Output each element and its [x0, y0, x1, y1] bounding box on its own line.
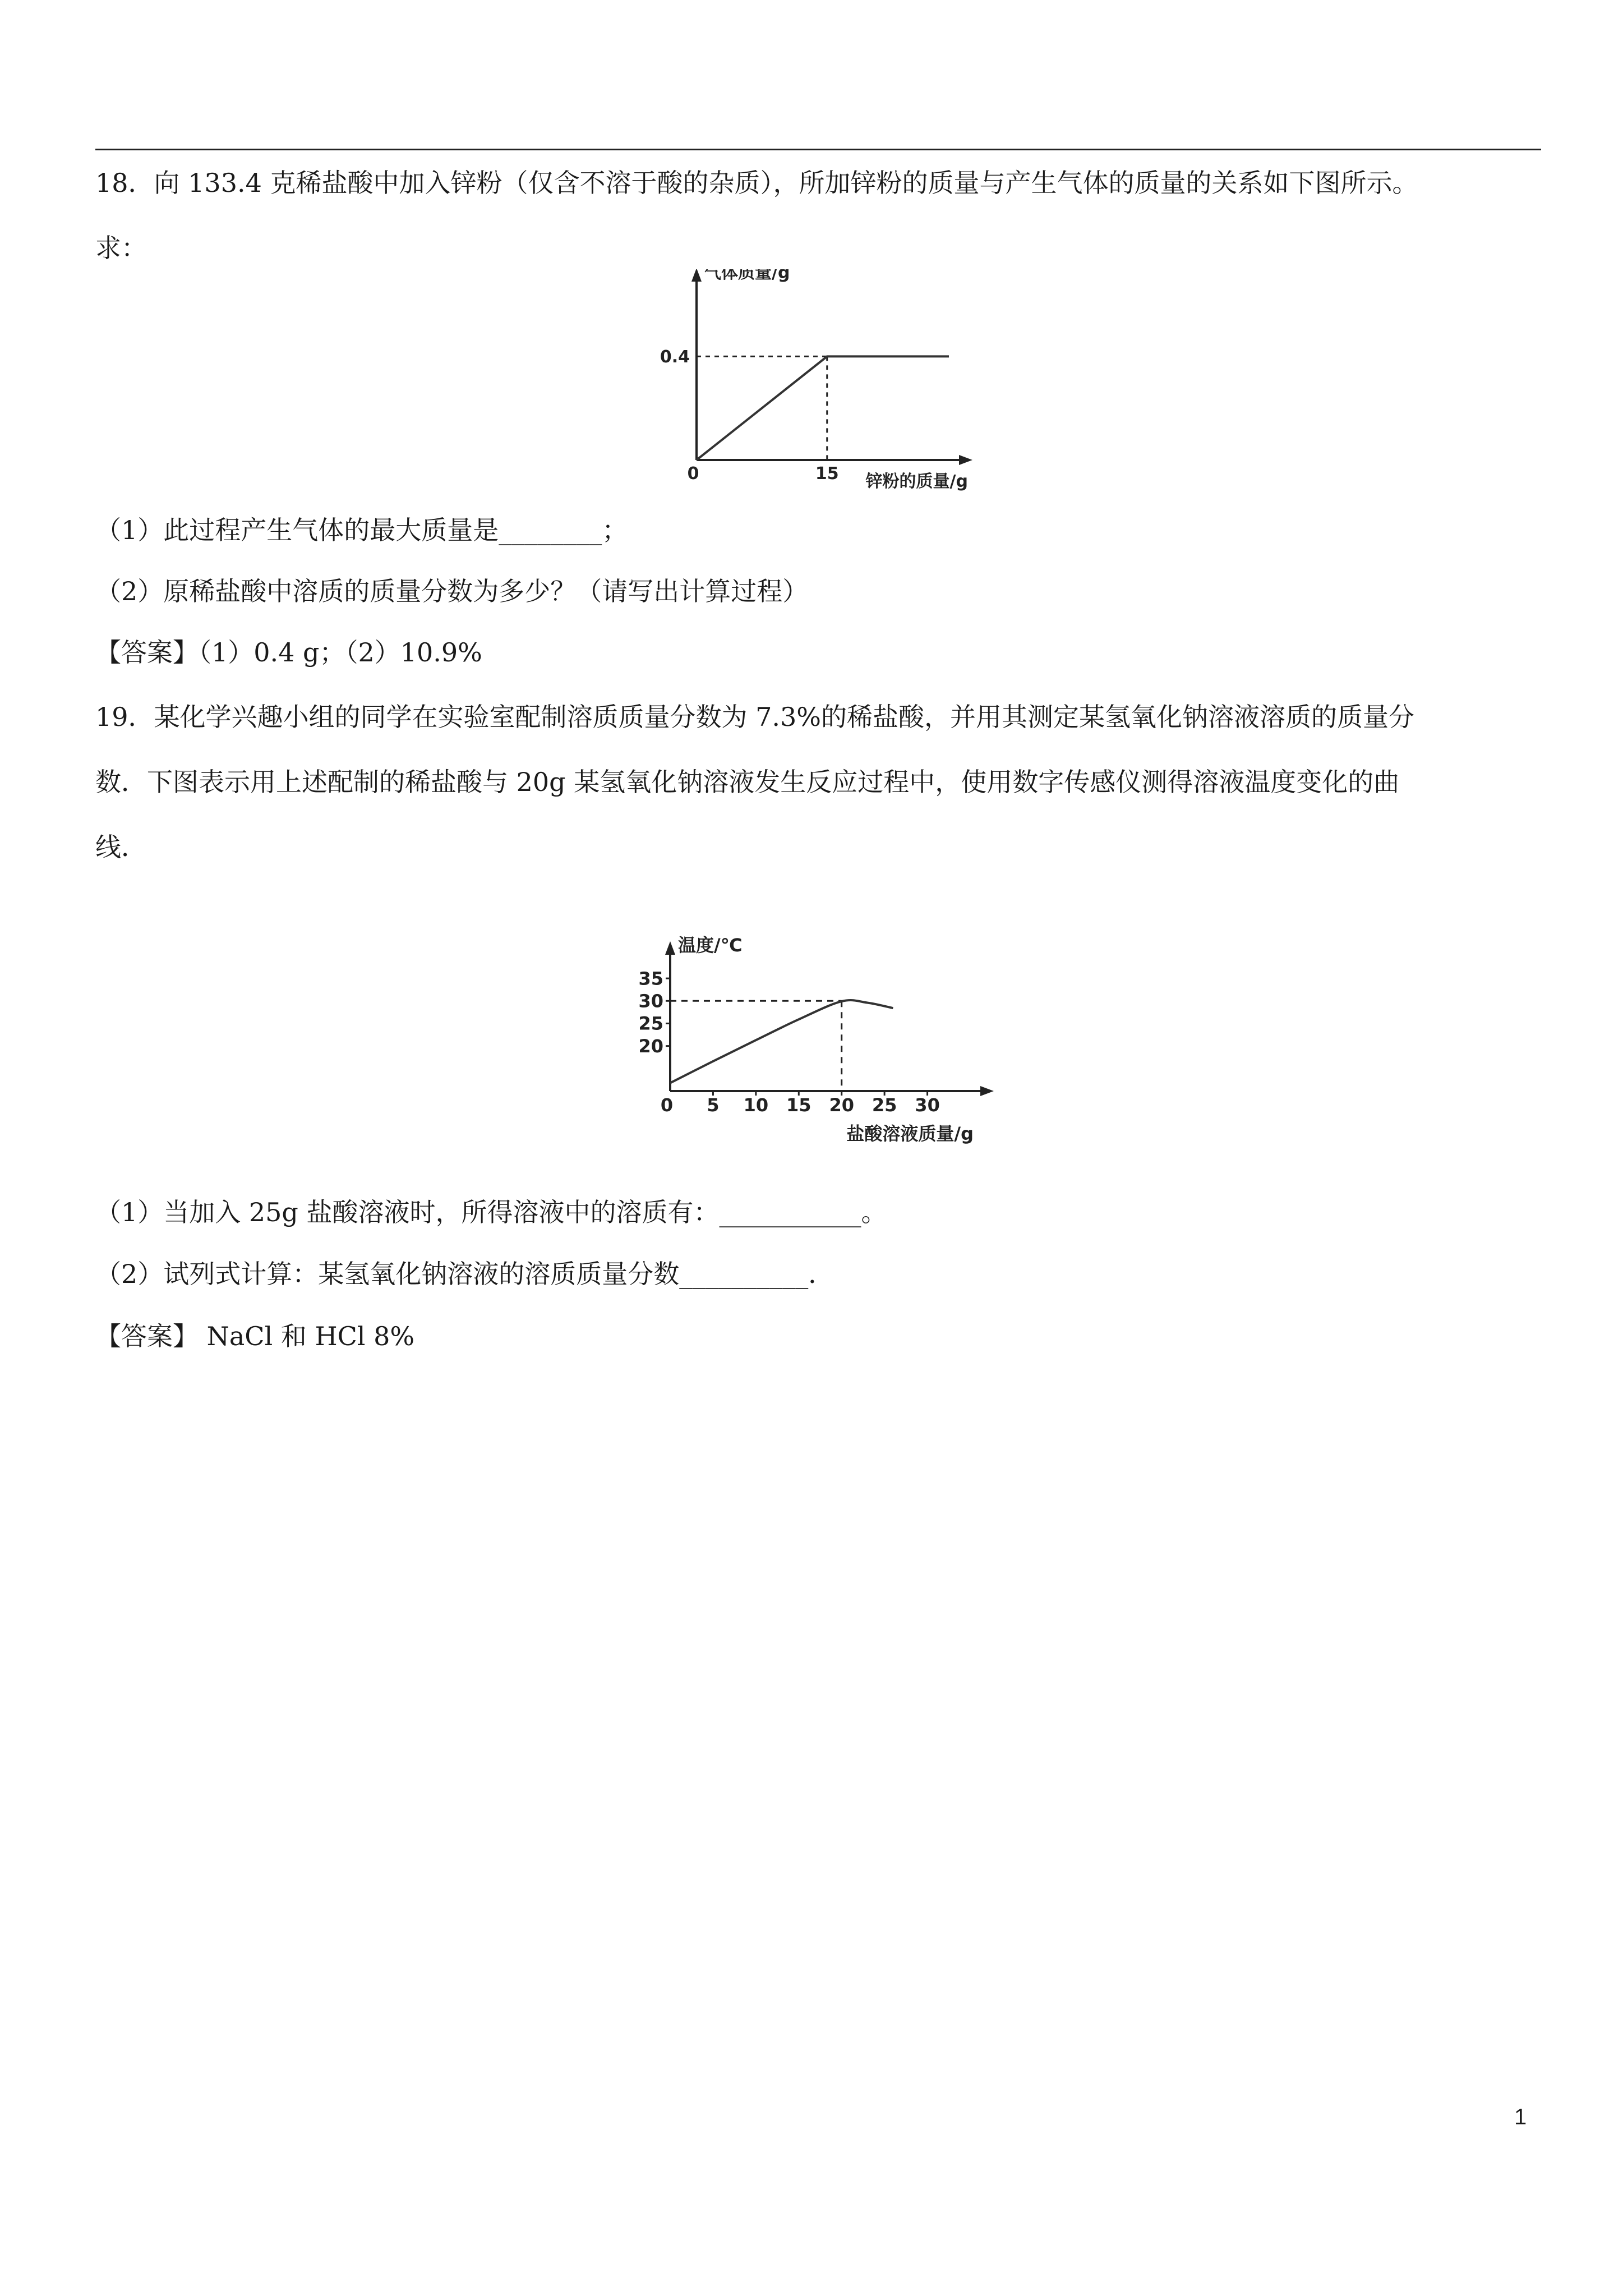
y-tick-label: 25 — [638, 1013, 663, 1034]
x-axis-title: 盐酸溶液质量/g — [846, 1123, 974, 1144]
y-tick-label: 30 — [638, 990, 663, 1012]
y-axis-title: 气体质量/g — [704, 269, 790, 283]
q19-stem-line2: 数．下图表示用上述配制的稀盐酸与 20g 某氢氧化钠溶液发生反应过程中，使用数字传感仪测得溶液温度变化的曲 — [95, 767, 1400, 797]
q19-chart — [617, 898, 1009, 1169]
x-tick-label: 20 — [829, 1094, 854, 1116]
x-axis-arrow — [959, 455, 972, 465]
q19-question2: （2）试列式计算：某氢氧化钠溶液的溶质质量分数__________． — [95, 1259, 834, 1289]
y-axis-title: 温度/℃ — [678, 935, 743, 956]
x-tick-label: 10 — [743, 1094, 769, 1116]
x-tick-label: 30 — [915, 1094, 940, 1116]
origin-label: 0 — [660, 1094, 674, 1116]
x-axis-title: 锌粉的质量/g — [865, 472, 968, 491]
q18-stem-line2: 求： — [95, 233, 147, 263]
x-tick-label: 15 — [815, 464, 839, 484]
y-axis-arrow — [665, 941, 675, 955]
header-rule — [95, 149, 1541, 150]
q18-stem-line1: 18．向 133.4 克稀盐酸中加入锌粉（仅含不溶于酸的杂质），所加锌粉的质量与产生气体的质量的关系如下图所示。 — [95, 168, 1418, 198]
x-tick-label: 25 — [872, 1094, 897, 1116]
q19-question1: （1）当加入 25g 盐酸溶液时，所得溶液中的溶质有：___________。 — [95, 1197, 887, 1227]
q19-answer: 【答案】 NaCl 和 HCl 8% — [95, 1321, 415, 1351]
q18-chart — [634, 269, 981, 501]
x-axis-arrow — [980, 1086, 994, 1096]
y-axis-arrow — [691, 269, 702, 282]
origin-label: 0 — [687, 464, 699, 484]
y-tick-label: 35 — [638, 968, 663, 990]
q18-answer: 【答案】（1）0.4 g；（2）10.9% — [95, 637, 482, 668]
page-number: 1 — [1514, 2105, 1527, 2129]
x-tick-label: 15 — [786, 1094, 811, 1116]
q19-stem-line1: 19．某化学兴趣小组的同学在实验室配制溶质质量分数为 7.3%的稀盐酸，并用其测定某氢氧化钠溶液溶质的质量分 — [95, 702, 1415, 732]
q18-question2: （2）原稀盐酸中溶质的质量分数为多少？（请写出计算过程） — [95, 576, 809, 606]
q19-stem-line3: 线． — [95, 832, 147, 862]
q18-question1: （1）此过程产生气体的最大质量是________； — [95, 515, 628, 545]
x-tick-label: 5 — [707, 1094, 720, 1116]
y-tick-label: 0.4 — [660, 347, 690, 367]
y-tick-label: 20 — [638, 1035, 663, 1057]
data-line — [670, 1000, 893, 1083]
data-line — [697, 356, 949, 460]
